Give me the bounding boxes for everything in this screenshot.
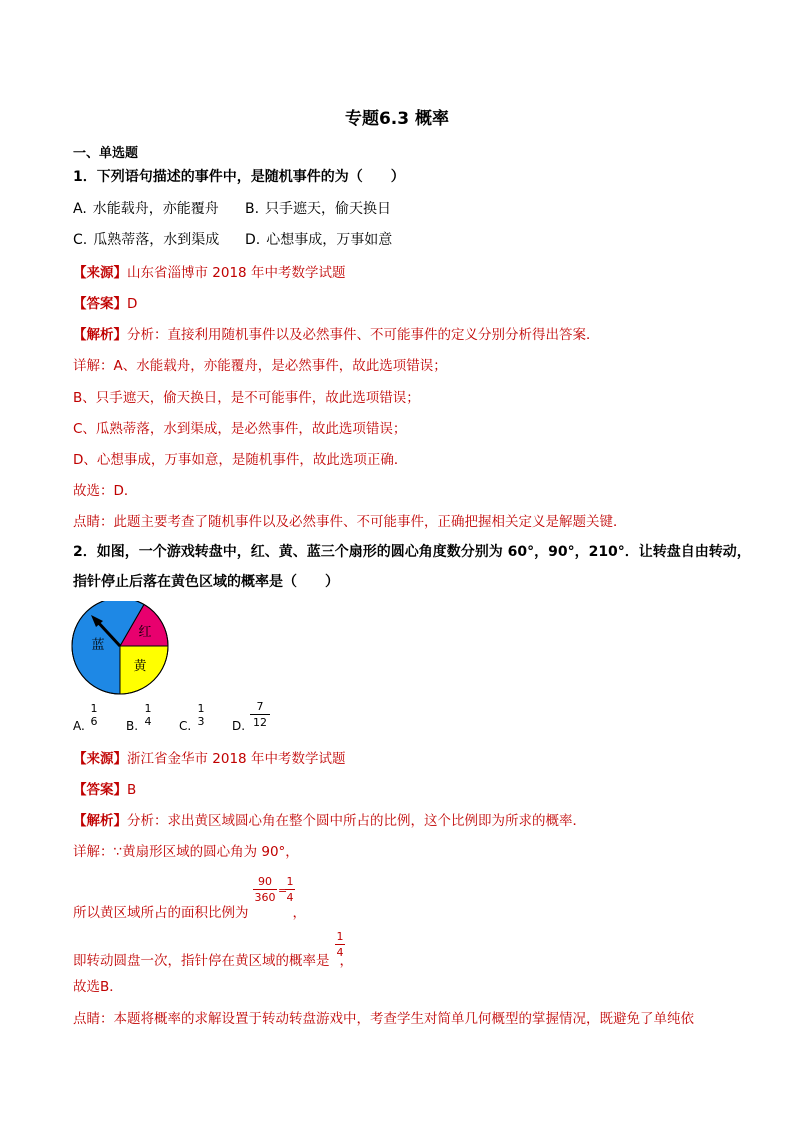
option-letter: A.: [73, 201, 87, 217]
q1-detail-line: 详解：A、水能载舟，亦能覆舟，是必然事件，故此选项错误；: [73, 358, 447, 374]
q2-option-d-letter: D.: [232, 719, 246, 733]
option-text: 心想事成，万事如意: [266, 232, 393, 248]
fraction-denominator: 4: [144, 715, 152, 728]
fraction-denominator: 6: [90, 715, 98, 728]
fraction-numerator: 1: [197, 702, 205, 715]
fraction-denominator: 4: [286, 891, 294, 904]
answer-text: B: [127, 782, 137, 798]
detail-text: 即转动圆盘一次，指针停在黄区域的概率是: [73, 953, 330, 969]
answer-tag: 【答案】: [73, 782, 127, 798]
fraction-bar: [335, 944, 345, 945]
q2-option-b-fraction: [142, 702, 154, 728]
q1-detail-line: B、只手遮天，偷天换日，是不可能事件，故此选项错误；: [73, 390, 420, 406]
option-letter: C.: [73, 232, 88, 248]
spinner-figure: [70, 601, 174, 695]
fraction-denominator: 12: [253, 716, 267, 729]
page-title: 专题6.3 概率: [344, 109, 450, 129]
q1-comment: 点睛：此题主要考查了随机事件以及必然事件、不可能事件，正确把握相关定义是解题关键．: [73, 514, 627, 530]
answer-tag: 【答案】: [73, 296, 127, 312]
analysis-tag: 【解析】: [73, 813, 127, 829]
spinner-label-yellow: 黄: [133, 659, 147, 674]
q1-analysis: [73, 323, 600, 343]
detail-punct: ，: [339, 953, 353, 969]
q1-option-d: [245, 229, 392, 249]
q2-choose: 故选B．: [73, 979, 123, 995]
q2-detail-line-2: [73, 901, 306, 921]
q1-option-c: [73, 229, 219, 249]
fraction-bar: [253, 889, 277, 890]
option-letter: D.: [245, 232, 261, 248]
option-text: 瓜熟蒂落，水到渠成: [93, 232, 220, 248]
fraction-numerator: 1: [286, 875, 294, 888]
q1-option-a: [73, 198, 219, 218]
source-text: 山东省淄博市 2018 年中考数学试题: [127, 265, 346, 281]
analysis-text: 分析：直接利用随机事件以及必然事件、不可能事件的定义分别分析得出答案．: [127, 327, 600, 343]
q2-answer: [73, 778, 136, 798]
q1-answer: [73, 292, 137, 312]
option-text: 水能载舟，亦能覆舟: [92, 201, 219, 217]
source-tag: 【来源】: [73, 751, 127, 767]
q1-detail-line: C、瓜熟蒂落，水到渠成，是必然事件，故此选项错误；: [73, 421, 407, 437]
fraction-numerator: 1: [90, 702, 98, 715]
q2-option-b-letter: B.: [126, 719, 139, 733]
fraction-bar: [250, 714, 270, 715]
question-1-stem: 1．下列语句描述的事件中，是随机事件的为（ ）: [73, 169, 405, 185]
section-heading: 一、单选题: [73, 146, 139, 161]
q1-detail-line: 故选：D．: [73, 483, 138, 499]
q1-source: [73, 261, 345, 281]
q2-source: [73, 747, 345, 767]
spinner-label-blue: 蓝: [91, 638, 105, 653]
fraction-numerator: 1: [336, 930, 344, 943]
q2-fraction-90-360: [253, 875, 277, 904]
option-letter: B.: [245, 201, 260, 217]
q2-detail-line-1: 详解：∵黄扇形区域的圆心角为 90°，: [73, 844, 299, 860]
q2-detail-line-3: [73, 949, 353, 969]
q2-comment: 点睛：本题将概率的求解设置于转动转盘游戏中，考查学生对简单几何概型的掌握情况，既避免了单纯依: [73, 1011, 694, 1027]
analysis-text: 分析：求出黄区域圆心角在整个圆中所占的比例，这个比例即为所求的概率．: [127, 813, 586, 829]
spinner-label-red: 红: [138, 625, 152, 640]
fraction-denominator: 360: [254, 891, 276, 904]
detail-punct: ，: [292, 905, 306, 921]
q2-analysis: [73, 809, 586, 829]
q1-detail-line: D、心想事成，万事如意，是随机事件，故此选项正确．: [73, 452, 408, 468]
fraction-denominator: 3: [197, 715, 205, 728]
fraction-numerator: 7: [256, 700, 264, 713]
analysis-tag: 【解析】: [73, 327, 127, 343]
q2-option-c-letter: C.: [179, 719, 192, 733]
q2-option-a-fraction: [88, 702, 100, 728]
fraction-denominator: 4: [336, 946, 344, 959]
fraction-bar: [285, 889, 295, 890]
answer-text: D: [127, 296, 138, 312]
option-text: 只手遮天，偷天换日: [265, 201, 392, 217]
source-tag: 【来源】: [73, 265, 127, 281]
fraction-numerator: 90: [258, 875, 272, 888]
q2-option-c-fraction: [195, 702, 207, 728]
q2-fraction-1-4: [285, 875, 295, 904]
q1-option-b: [245, 198, 391, 218]
question-2-stem-line-1: 2．如图，一个游戏转盘中，红、黄、蓝三个扇形的圆心角度数分别为 60°，90°，210°．让转盘自由转动，: [73, 544, 751, 560]
q2-equals-sign: =: [278, 884, 288, 897]
source-text: 浙江省金华市 2018 年中考数学试题: [127, 751, 346, 767]
question-2-stem-line-2: 指针停止后落在黄色区域的概率是（ ）: [73, 574, 339, 590]
fraction-numerator: 1: [144, 702, 152, 715]
q2-option-d-fraction: [250, 700, 270, 729]
q2-option-a-letter: A.: [73, 719, 85, 733]
detail-text: 所以黄区域所占的面积比例为: [73, 905, 249, 921]
